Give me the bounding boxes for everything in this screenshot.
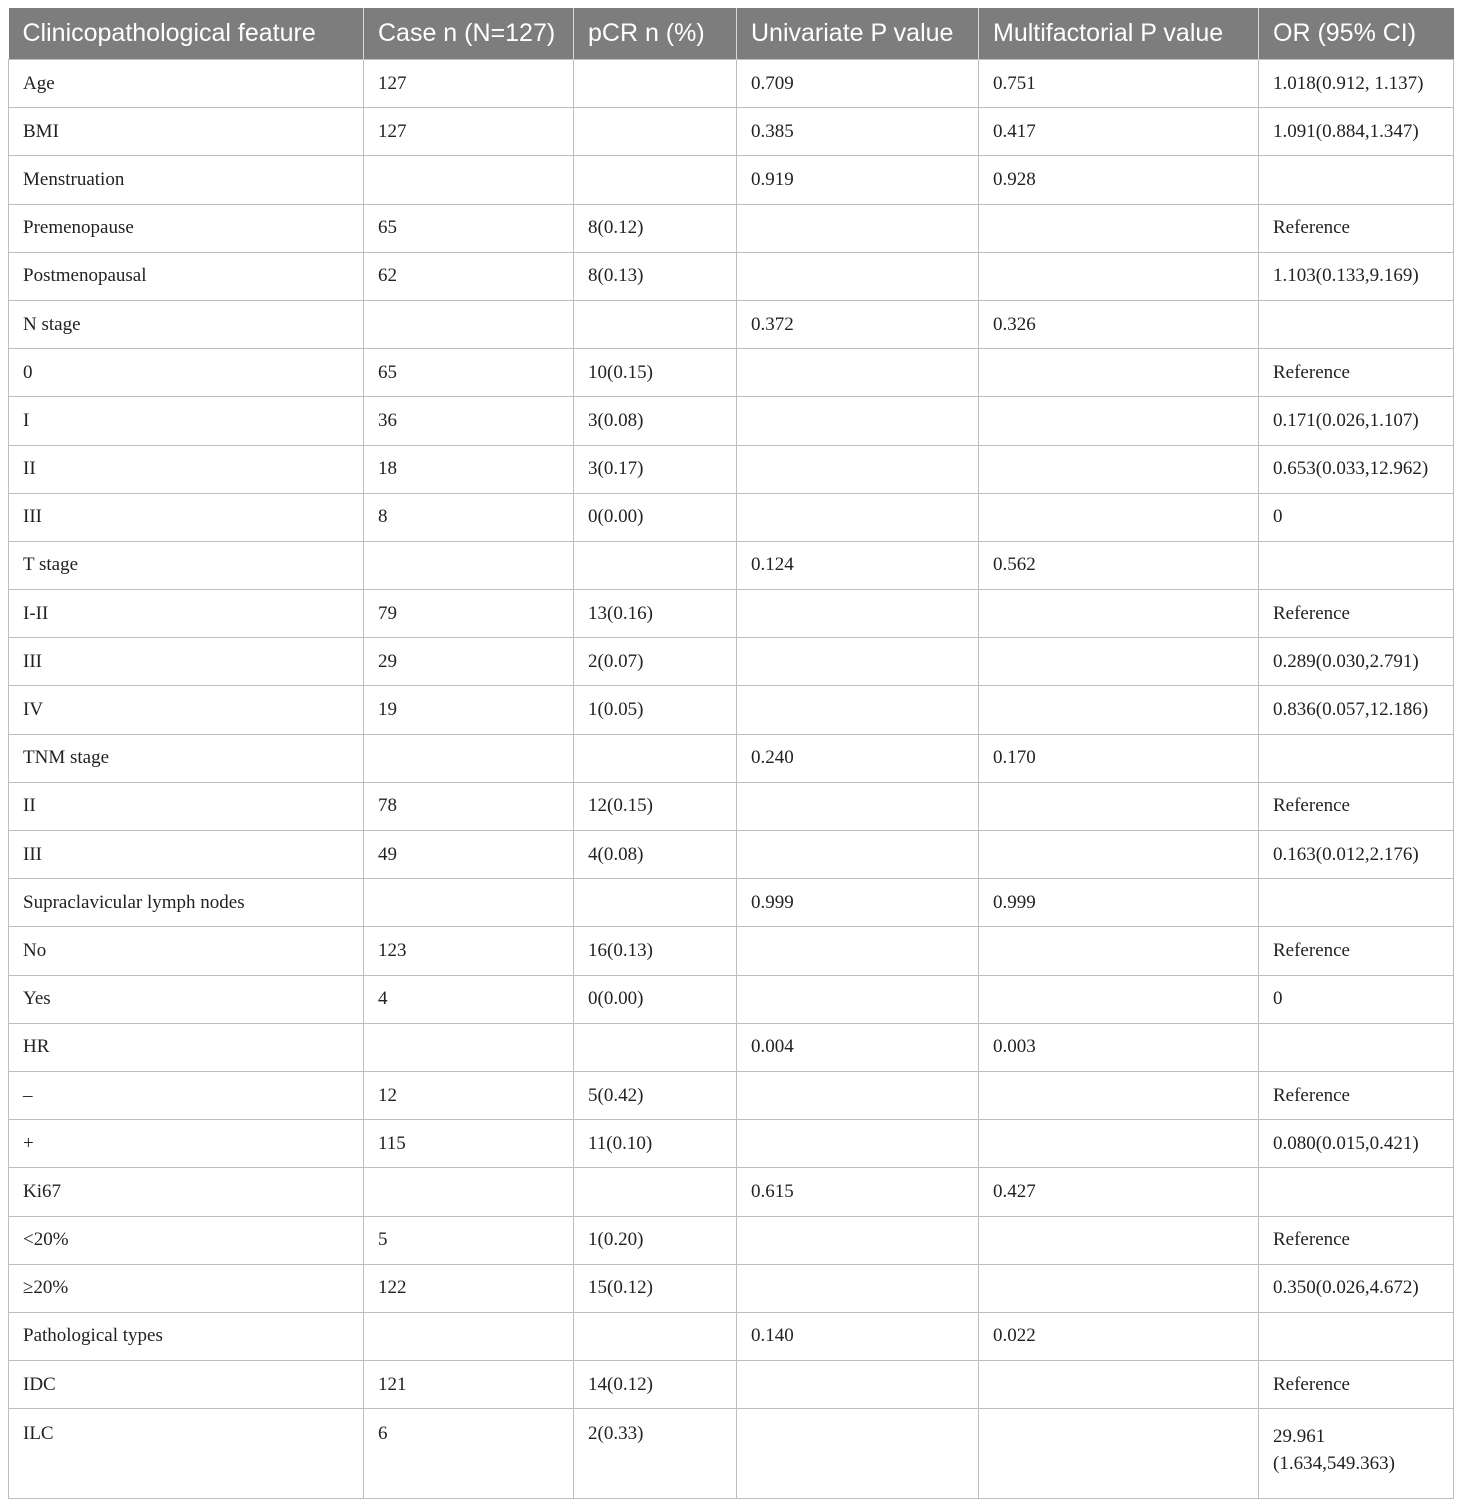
cell-pcr-n <box>574 734 737 782</box>
cell-or-ci: Reference <box>1259 590 1454 638</box>
table-row <box>9 686 1454 734</box>
cell-case-n <box>364 1168 574 1216</box>
cell-multifactorial-p <box>979 445 1259 493</box>
cell-multifactorial-p <box>979 1216 1259 1264</box>
cell-feature: II <box>9 782 364 830</box>
cell-or-ci: 29.961 (1.634,549.363) <box>1259 1409 1454 1499</box>
table-row <box>9 204 1454 252</box>
cell-multifactorial-p: 0.999 <box>979 879 1259 927</box>
cell-feature: III <box>9 831 364 879</box>
cell-feature: I <box>9 397 364 445</box>
cell-or-ci: Reference <box>1259 204 1454 252</box>
cell-case-n <box>364 1023 574 1071</box>
table-row <box>9 397 1454 445</box>
cell-multifactorial-p <box>979 831 1259 879</box>
cell-case-n: 115 <box>364 1120 574 1168</box>
cell-univariate-p: 0.709 <box>737 60 979 108</box>
cell-feature: BMI <box>9 108 364 156</box>
table-row <box>9 1312 1454 1360</box>
cell-multifactorial-p: 0.751 <box>979 60 1259 108</box>
cell-pcr-n: 10(0.15) <box>574 349 737 397</box>
cell-multifactorial-p <box>979 1120 1259 1168</box>
cell-univariate-p <box>737 445 979 493</box>
cell-or-ci <box>1259 156 1454 204</box>
table-row <box>9 1120 1454 1168</box>
table-row <box>9 638 1454 686</box>
cell-feature: Postmenopausal <box>9 252 364 300</box>
cell-feature: IV <box>9 686 364 734</box>
table-row <box>9 493 1454 541</box>
cell-multifactorial-p <box>979 252 1259 300</box>
header-case-n: Case n (N=127) <box>364 8 574 60</box>
table-row <box>9 349 1454 397</box>
cell-pcr-n: 13(0.16) <box>574 590 737 638</box>
cell-or-ci: Reference <box>1259 349 1454 397</box>
cell-or-ci <box>1259 1168 1454 1216</box>
cell-univariate-p: 0.140 <box>737 1312 979 1360</box>
cell-univariate-p: 0.615 <box>737 1168 979 1216</box>
cell-univariate-p <box>737 831 979 879</box>
table-row <box>9 590 1454 638</box>
cell-case-n: 36 <box>364 397 574 445</box>
table-row <box>9 975 1454 1023</box>
cell-feature: T stage <box>9 541 364 589</box>
cell-or-ci: 1.091(0.884,1.347) <box>1259 108 1454 156</box>
cell-feature: II <box>9 445 364 493</box>
table-row <box>9 831 1454 879</box>
cell-feature: I-II <box>9 590 364 638</box>
cell-multifactorial-p <box>979 397 1259 445</box>
cell-case-n <box>364 879 574 927</box>
cell-or-ci <box>1259 541 1454 589</box>
cell-multifactorial-p: 0.170 <box>979 734 1259 782</box>
cell-feature: Supraclavicular lymph nodes <box>9 879 364 927</box>
cell-feature: III <box>9 638 364 686</box>
cell-univariate-p: 0.999 <box>737 879 979 927</box>
cell-univariate-p <box>737 1264 979 1312</box>
cell-case-n <box>364 1312 574 1360</box>
cell-case-n: 19 <box>364 686 574 734</box>
cell-or-ci: 0 <box>1259 975 1454 1023</box>
cell-univariate-p: 0.124 <box>737 541 979 589</box>
cell-or-ci: 0.163(0.012,2.176) <box>1259 831 1454 879</box>
cell-or-ci: 0.080(0.015,0.421) <box>1259 1120 1454 1168</box>
cell-pcr-n: 16(0.13) <box>574 927 737 975</box>
cell-or-ci <box>1259 1312 1454 1360</box>
cell-pcr-n: 8(0.13) <box>574 252 737 300</box>
cell-univariate-p <box>737 782 979 830</box>
cell-pcr-n: 3(0.08) <box>574 397 737 445</box>
cell-pcr-n: 1(0.05) <box>574 686 737 734</box>
data-table-container <box>8 8 1453 1499</box>
table-row <box>9 1409 1454 1499</box>
table-row <box>9 1023 1454 1071</box>
cell-case-n: 122 <box>364 1264 574 1312</box>
table-row <box>9 1071 1454 1119</box>
cell-multifactorial-p: 0.417 <box>979 108 1259 156</box>
cell-multifactorial-p <box>979 204 1259 252</box>
cell-or-ci: 0.350(0.026,4.672) <box>1259 1264 1454 1312</box>
table-row <box>9 541 1454 589</box>
cell-univariate-p <box>737 204 979 252</box>
cell-feature: ILC <box>9 1409 364 1499</box>
cell-univariate-p <box>737 638 979 686</box>
cell-case-n: 29 <box>364 638 574 686</box>
cell-or-ci: 0 <box>1259 493 1454 541</box>
cell-feature: Yes <box>9 975 364 1023</box>
cell-multifactorial-p <box>979 638 1259 686</box>
cell-pcr-n <box>574 156 737 204</box>
cell-feature: – <box>9 1071 364 1119</box>
cell-case-n: 12 <box>364 1071 574 1119</box>
cell-univariate-p <box>737 397 979 445</box>
cell-case-n <box>364 734 574 782</box>
cell-univariate-p <box>737 1216 979 1264</box>
cell-univariate-p <box>737 252 979 300</box>
cell-pcr-n <box>574 108 737 156</box>
cell-or-ci: 1.018(0.912, 1.137) <box>1259 60 1454 108</box>
cell-univariate-p <box>737 686 979 734</box>
table-row <box>9 445 1454 493</box>
cell-pcr-n: 2(0.07) <box>574 638 737 686</box>
table-row <box>9 1168 1454 1216</box>
cell-pcr-n <box>574 879 737 927</box>
cell-feature: Premenopause <box>9 204 364 252</box>
cell-multifactorial-p <box>979 927 1259 975</box>
table-row <box>9 927 1454 975</box>
cell-pcr-n: 15(0.12) <box>574 1264 737 1312</box>
cell-case-n <box>364 156 574 204</box>
cell-case-n: 49 <box>364 831 574 879</box>
cell-multifactorial-p <box>979 1361 1259 1409</box>
cell-case-n: 65 <box>364 204 574 252</box>
cell-feature: III <box>9 493 364 541</box>
cell-or-ci: Reference <box>1259 782 1454 830</box>
clinicopathological-table <box>8 8 1454 1499</box>
cell-or-ci: 0.836(0.057,12.186) <box>1259 686 1454 734</box>
cell-pcr-n: 8(0.12) <box>574 204 737 252</box>
cell-or-ci: Reference <box>1259 1071 1454 1119</box>
cell-case-n: 62 <box>364 252 574 300</box>
cell-or-ci <box>1259 734 1454 782</box>
cell-pcr-n: 14(0.12) <box>574 1361 737 1409</box>
cell-univariate-p <box>737 590 979 638</box>
cell-multifactorial-p <box>979 493 1259 541</box>
cell-pcr-n: 3(0.17) <box>574 445 737 493</box>
table-row <box>9 1264 1454 1312</box>
cell-univariate-p <box>737 1409 979 1499</box>
cell-feature: No <box>9 927 364 975</box>
table-row <box>9 60 1454 108</box>
cell-case-n: 6 <box>364 1409 574 1499</box>
cell-multifactorial-p: 0.326 <box>979 300 1259 348</box>
cell-case-n: 18 <box>364 445 574 493</box>
cell-feature: ≥20% <box>9 1264 364 1312</box>
cell-or-ci: 0.653(0.033,12.962) <box>1259 445 1454 493</box>
cell-univariate-p: 0.004 <box>737 1023 979 1071</box>
cell-feature: Pathological types <box>9 1312 364 1360</box>
table-row <box>9 782 1454 830</box>
cell-multifactorial-p: 0.003 <box>979 1023 1259 1071</box>
cell-case-n <box>364 300 574 348</box>
cell-feature: TNM stage <box>9 734 364 782</box>
cell-univariate-p <box>737 1120 979 1168</box>
cell-multifactorial-p <box>979 590 1259 638</box>
cell-pcr-n <box>574 541 737 589</box>
cell-univariate-p: 0.240 <box>737 734 979 782</box>
table-body <box>9 60 1454 1499</box>
cell-multifactorial-p <box>979 975 1259 1023</box>
cell-case-n: 127 <box>364 108 574 156</box>
cell-multifactorial-p <box>979 1409 1259 1499</box>
table-row <box>9 734 1454 782</box>
cell-feature: HR <box>9 1023 364 1071</box>
cell-case-n: 123 <box>364 927 574 975</box>
cell-univariate-p <box>737 493 979 541</box>
table-row <box>9 1361 1454 1409</box>
cell-multifactorial-p <box>979 1264 1259 1312</box>
cell-pcr-n: 12(0.15) <box>574 782 737 830</box>
cell-multifactorial-p <box>979 782 1259 830</box>
cell-multifactorial-p <box>979 1071 1259 1119</box>
cell-univariate-p <box>737 1361 979 1409</box>
cell-or-ci <box>1259 1023 1454 1071</box>
cell-multifactorial-p: 0.427 <box>979 1168 1259 1216</box>
cell-univariate-p <box>737 975 979 1023</box>
cell-case-n: 8 <box>364 493 574 541</box>
header-univariate-p: Univariate P value <box>737 8 979 60</box>
cell-or-ci: Reference <box>1259 1361 1454 1409</box>
cell-or-ci: 0.289(0.030,2.791) <box>1259 638 1454 686</box>
header-feature: Clinicopathological feature <box>9 8 364 60</box>
cell-pcr-n: 11(0.10) <box>574 1120 737 1168</box>
table-row <box>9 300 1454 348</box>
cell-feature: Menstruation <box>9 156 364 204</box>
cell-feature: + <box>9 1120 364 1168</box>
cell-pcr-n <box>574 1312 737 1360</box>
cell-feature: 0 <box>9 349 364 397</box>
cell-case-n: 127 <box>364 60 574 108</box>
cell-pcr-n: 5(0.42) <box>574 1071 737 1119</box>
cell-pcr-n: 1(0.20) <box>574 1216 737 1264</box>
cell-case-n: 5 <box>364 1216 574 1264</box>
cell-pcr-n <box>574 1168 737 1216</box>
cell-or-ci <box>1259 300 1454 348</box>
table-row <box>9 879 1454 927</box>
cell-univariate-p: 0.385 <box>737 108 979 156</box>
cell-case-n: 4 <box>364 975 574 1023</box>
header-pcr-n: pCR n (%) <box>574 8 737 60</box>
table-row <box>9 1216 1454 1264</box>
cell-case-n: 65 <box>364 349 574 397</box>
cell-or-ci: Reference <box>1259 1216 1454 1264</box>
cell-feature: N stage <box>9 300 364 348</box>
cell-case-n <box>364 541 574 589</box>
cell-or-ci <box>1259 879 1454 927</box>
cell-feature: Ki67 <box>9 1168 364 1216</box>
cell-feature: Age <box>9 60 364 108</box>
table-row <box>9 108 1454 156</box>
cell-multifactorial-p <box>979 349 1259 397</box>
cell-univariate-p: 0.372 <box>737 300 979 348</box>
cell-multifactorial-p: 0.928 <box>979 156 1259 204</box>
cell-or-ci: 1.103(0.133,9.169) <box>1259 252 1454 300</box>
header-or-ci: OR (95% CI) <box>1259 8 1454 60</box>
cell-multifactorial-p: 0.022 <box>979 1312 1259 1360</box>
cell-univariate-p <box>737 349 979 397</box>
cell-or-ci: 0.171(0.026,1.107) <box>1259 397 1454 445</box>
header-multifactorial-p: Multifactorial P value <box>979 8 1259 60</box>
table-header <box>9 8 1454 60</box>
header-row <box>9 8 1454 60</box>
cell-pcr-n: 0(0.00) <box>574 975 737 1023</box>
cell-pcr-n <box>574 300 737 348</box>
cell-pcr-n: 4(0.08) <box>574 831 737 879</box>
cell-case-n: 79 <box>364 590 574 638</box>
cell-univariate-p: 0.919 <box>737 156 979 204</box>
cell-feature: IDC <box>9 1361 364 1409</box>
cell-pcr-n <box>574 60 737 108</box>
cell-case-n: 78 <box>364 782 574 830</box>
table-row <box>9 252 1454 300</box>
cell-case-n: 121 <box>364 1361 574 1409</box>
cell-multifactorial-p: 0.562 <box>979 541 1259 589</box>
cell-pcr-n: 0(0.00) <box>574 493 737 541</box>
cell-or-ci: Reference <box>1259 927 1454 975</box>
cell-pcr-n: 2(0.33) <box>574 1409 737 1499</box>
cell-univariate-p <box>737 1071 979 1119</box>
cell-feature: <20% <box>9 1216 364 1264</box>
cell-pcr-n <box>574 1023 737 1071</box>
table-row <box>9 156 1454 204</box>
cell-univariate-p <box>737 927 979 975</box>
cell-multifactorial-p <box>979 686 1259 734</box>
